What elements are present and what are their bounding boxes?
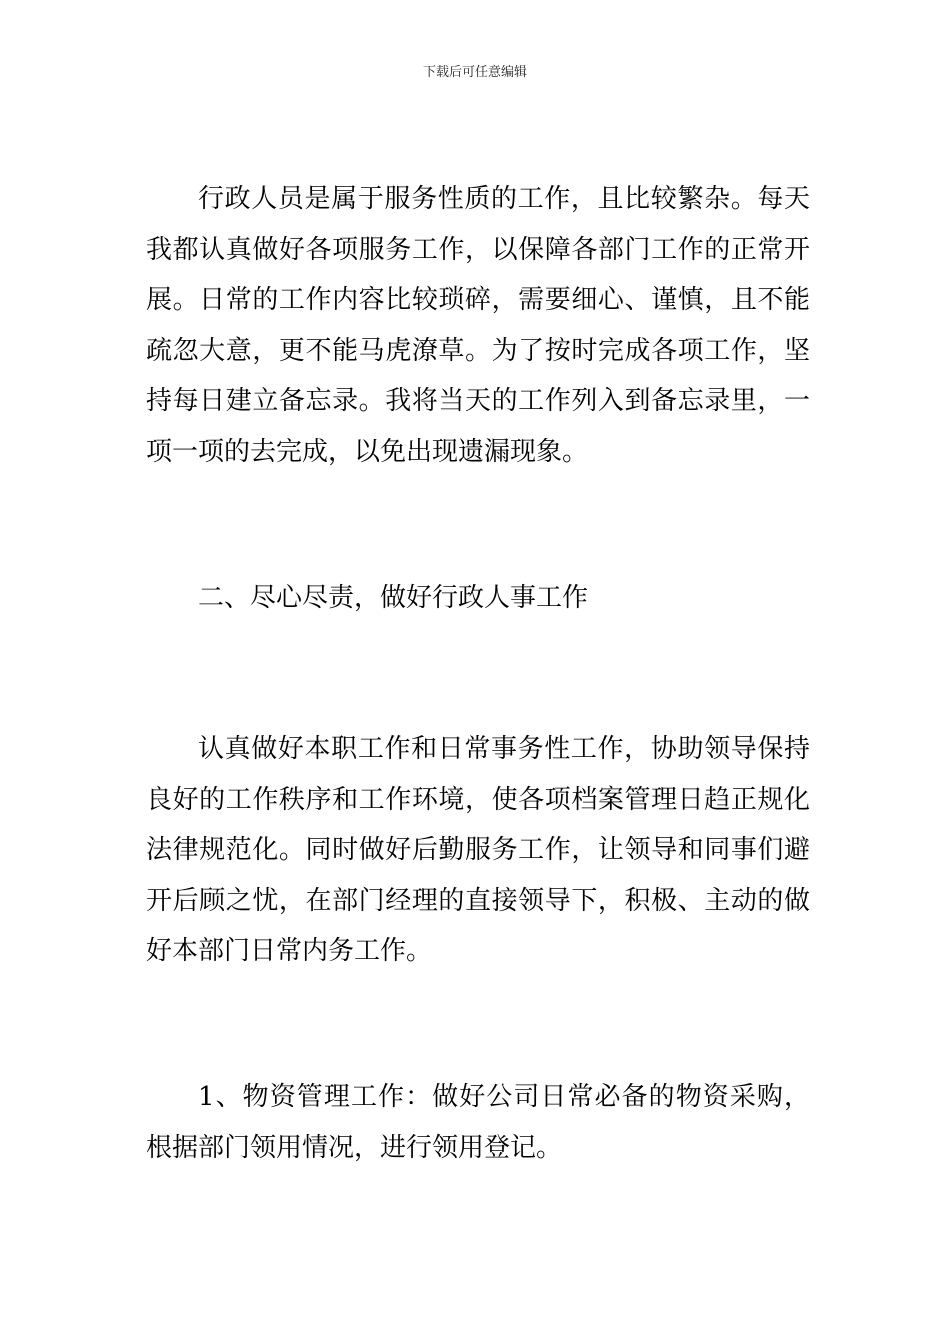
paragraph-materials: 1、物资管理工作：做好公司日常必备的物资采购，根据部门领用情况，进行领用登记。 bbox=[146, 1082, 810, 1163]
paragraph-duties: 认真做好本职工作和日常事务性工作，协助领导保持良好的工作秩序和工作环境，使各项档案管理日趋正规化法律规范化。同时做好后勤服务工作，让领导和同事们避开后顾之忧，在部门经理的直接领导下，积极、主动的做好本部门日常内务工作。 bbox=[146, 734, 810, 966]
section-heading: 二、尽心尽责，做好行政人事工作 bbox=[198, 583, 589, 613]
paragraph-daily-work: 行政人员是属于服务性质的工作，且比较繁杂。每天我都认真做好各项服务工作，以保障各部门工作的正常开展。日常的工作内容比较琐碎，需要细心、谨慎，且不能疏忽大意，更不能马虎潦草。为了按时完成各项工作，坚持每日建立备忘录。我将当天的工作列入到备忘录里，一项一项的去完成，以免出现遗漏现象。 bbox=[146, 184, 810, 467]
page-header: 下载后可任意编辑 bbox=[422, 65, 527, 80]
